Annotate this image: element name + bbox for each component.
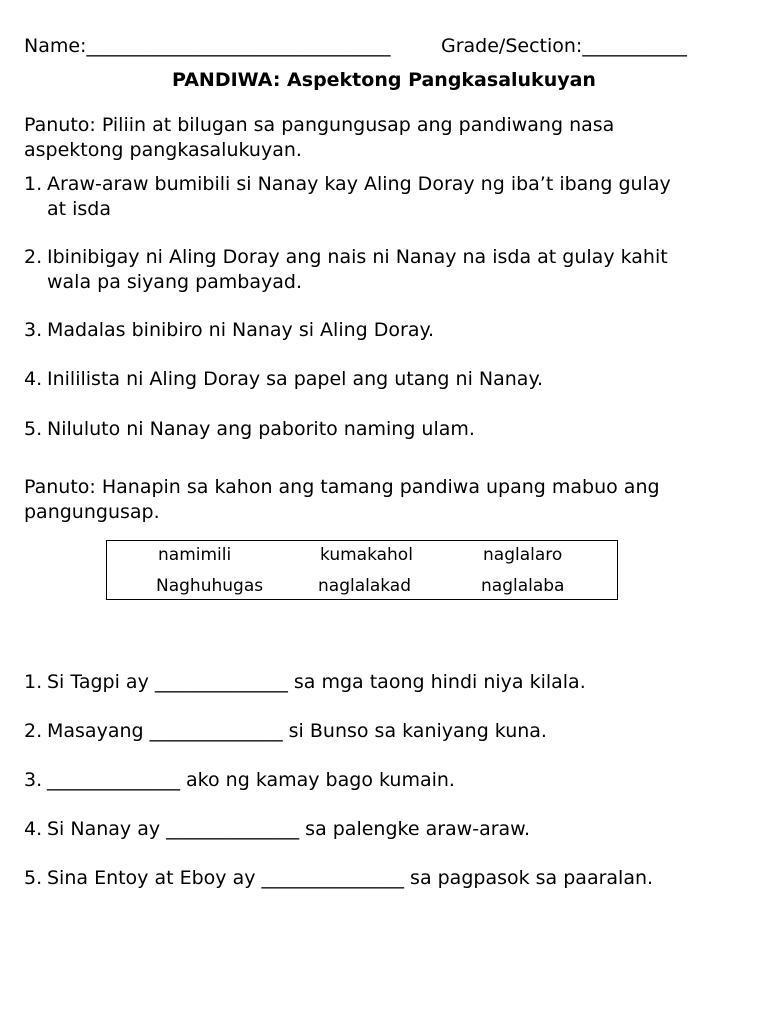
word-choice: Naghuhugas bbox=[156, 576, 264, 596]
grade-section-field-label: Grade/Section:___________ bbox=[441, 35, 687, 57]
item-number: 2. bbox=[24, 246, 43, 268]
item-text-line-1: Ibinibigay ni Aling Doray ang nais ni Nanay na isda at gulay kahit bbox=[47, 246, 668, 268]
item-text-line-2: wala pa siyang pambayad. bbox=[47, 271, 302, 293]
word-choice: naglalakad bbox=[318, 576, 412, 596]
word-choice: kumakahol bbox=[320, 545, 413, 565]
name-field-label: Name:________________________________ bbox=[24, 35, 391, 57]
item-text-line-1: Araw-araw bumibili si Nanay kay Aling Doray ng iba’t ibang gulay bbox=[47, 173, 671, 195]
fill-in-sentence: ______________ ako ng kamay bago kumain. bbox=[47, 769, 455, 791]
word-choice: naglalaba bbox=[481, 576, 565, 596]
item-number: 4. bbox=[24, 818, 43, 840]
item-text-line-2: at isda bbox=[47, 198, 112, 220]
word-choice: naglalaro bbox=[483, 545, 563, 565]
item-number: 4. bbox=[24, 368, 43, 390]
fill-in-sentence: Si Tagpi ay ______________ sa mga taong hindi niya kilala. bbox=[47, 671, 586, 693]
item-text-line-1: Inililista ni Aling Doray sa papel ang utang ni Nanay. bbox=[47, 368, 544, 390]
item-number: 5. bbox=[24, 418, 43, 440]
part2-instruction-line-2: pangungusap. bbox=[24, 501, 160, 523]
item-number: 1. bbox=[24, 173, 43, 195]
part2-instruction-line-1: Panuto: Hanapin sa kahon ang tamang pandiwa upang mabuo ang bbox=[24, 476, 660, 498]
item-number: 5. bbox=[24, 867, 43, 889]
item-number: 2. bbox=[24, 720, 43, 742]
item-number: 3. bbox=[24, 769, 43, 791]
part1-instruction-line-1: Panuto: Piliin at bilugan sa pangungusap ang pandiwang nasa bbox=[24, 114, 615, 136]
fill-in-sentence: Sina Entoy at Eboy ay _______________ sa pagpasok sa paaralan. bbox=[47, 867, 654, 889]
item-number: 1. bbox=[24, 671, 43, 693]
fill-in-sentence: Masayang ______________ si Bunso sa kaniyang kuna. bbox=[47, 720, 547, 742]
fill-in-sentence: Si Nanay ay ______________ sa palengke araw-araw. bbox=[47, 818, 531, 840]
word-choice-box bbox=[106, 540, 618, 600]
item-number: 3. bbox=[24, 319, 43, 341]
item-text-line-1: Madalas binibiro ni Nanay si Aling Doray. bbox=[47, 319, 435, 341]
worksheet-title: PANDIWA: Aspektong Pangkasalukuyan bbox=[172, 69, 596, 91]
part1-instruction-line-2: aspektong pangkasalukuyan. bbox=[24, 139, 302, 161]
word-choice: namimili bbox=[158, 545, 232, 565]
item-text-line-1: Niluluto ni Nanay ang paborito naming ulam. bbox=[47, 418, 475, 440]
